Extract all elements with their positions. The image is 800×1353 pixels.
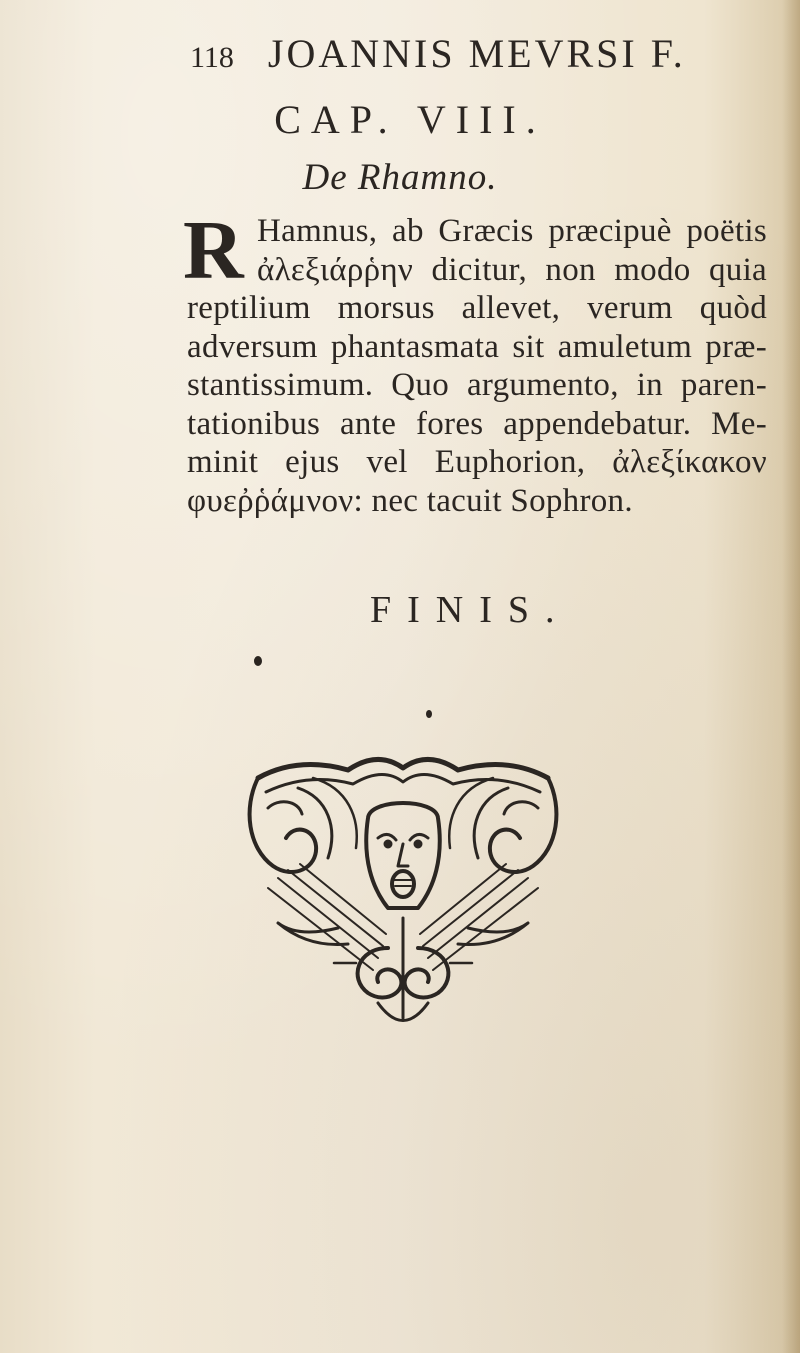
text-line: φυεῤῥάμνον: nec tacuit Sophron. [187,482,633,519]
text-line: ἀλεξιάρῥην dicitur, non modo quia [257,251,767,288]
text-line: stantissimum. Quo argumento, in paren- [187,367,767,403]
page-edge-shadow [782,0,800,1353]
body-text [183,204,767,520]
text-line: reptilium morsus allevet, verum quòd [187,290,767,326]
chapter-heading: CAP. VIII. [274,97,546,142]
text-line: tationibus ante fores appendebatur. Me- [187,405,767,442]
ink-speck [254,656,262,666]
ink-speck [426,710,432,718]
running-head [190,30,686,77]
chapter-title: De Rhamno. [302,157,498,198]
running-head-author: JOANNIS MEVRSI F. [267,31,686,76]
text-line: minit ejus vel Euphorion, ἀλεξίκακον [187,444,767,480]
page-number: 118 [190,41,234,74]
grotesque-mask-tailpiece-icon [238,748,568,1038]
text-line: adversum phantasmata sit amuletum præ- [187,328,767,365]
drop-cap: R [183,204,244,297]
finis-colophon: FINIS. [370,589,571,631]
text-line: Hamnus, ab Græcis præcipuè poëtis [257,213,767,249]
